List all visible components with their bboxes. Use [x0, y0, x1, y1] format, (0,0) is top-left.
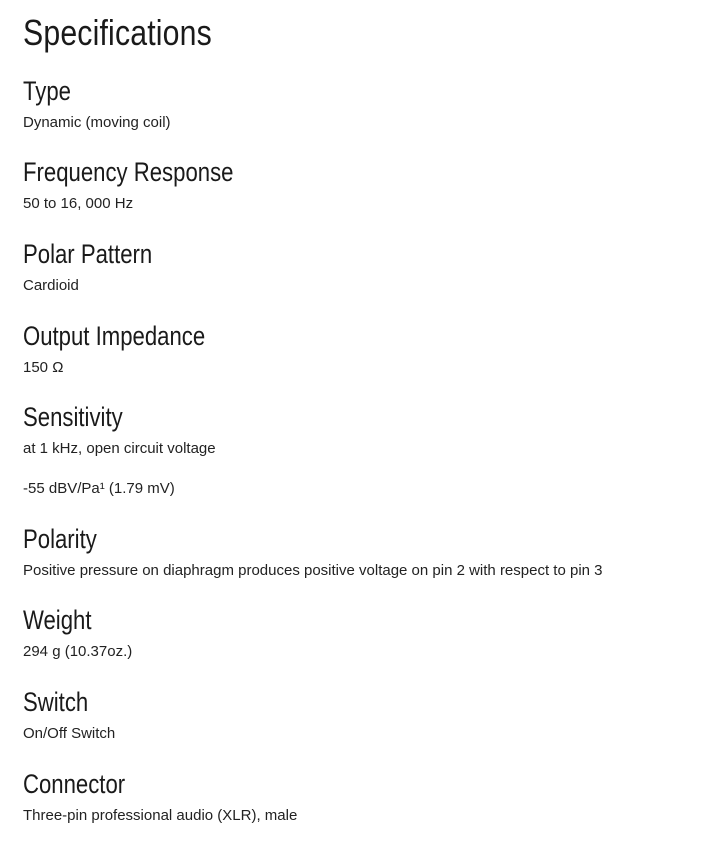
spec-heading: Frequency Response	[23, 157, 234, 187]
spec-heading: Sensitivity	[23, 402, 123, 432]
spec-connector	[23, 768, 297, 826]
spec-polar-pattern	[23, 238, 181, 296]
spec-heading: Type	[23, 76, 72, 106]
spec-value: Positive pressure on diaphragm produces positive voltage on pin 2 with respect to pin 3	[23, 562, 603, 579]
spec-polarity	[23, 523, 603, 581]
spec-value: Cardioid	[23, 277, 79, 294]
spec-switch	[23, 686, 115, 744]
spec-value: Dynamic (moving coil)	[23, 114, 171, 131]
spec-condition: at 1 kHz, open circuit voltage	[23, 440, 216, 457]
spec-frequency-response	[23, 156, 280, 214]
spec-heading: Switch	[23, 687, 89, 717]
spec-heading: Polar Pattern	[23, 239, 153, 269]
spec-type	[23, 75, 171, 133]
spec-value: 150 Ω	[23, 359, 64, 376]
spec-value: Three-pin professional audio (XLR), male	[23, 807, 298, 824]
spec-value: On/Off Switch	[23, 725, 116, 742]
spec-output-impedance	[23, 320, 245, 378]
spec-heading: Output Impedance	[23, 321, 206, 351]
spec-heading: Weight	[23, 605, 92, 635]
spec-value: -55 dBV/Pa¹ (1.79 mV)	[23, 480, 175, 497]
spec-weight	[23, 604, 132, 662]
spec-heading: Polarity	[23, 524, 97, 554]
spec-value: 50 to 16, 000 Hz	[23, 195, 134, 212]
spec-sensitivity	[23, 401, 216, 499]
spec-heading: Connector	[23, 769, 126, 799]
page-title: Specifications	[23, 12, 212, 53]
spec-value: 294 g (10.37oz.)	[23, 643, 133, 660]
